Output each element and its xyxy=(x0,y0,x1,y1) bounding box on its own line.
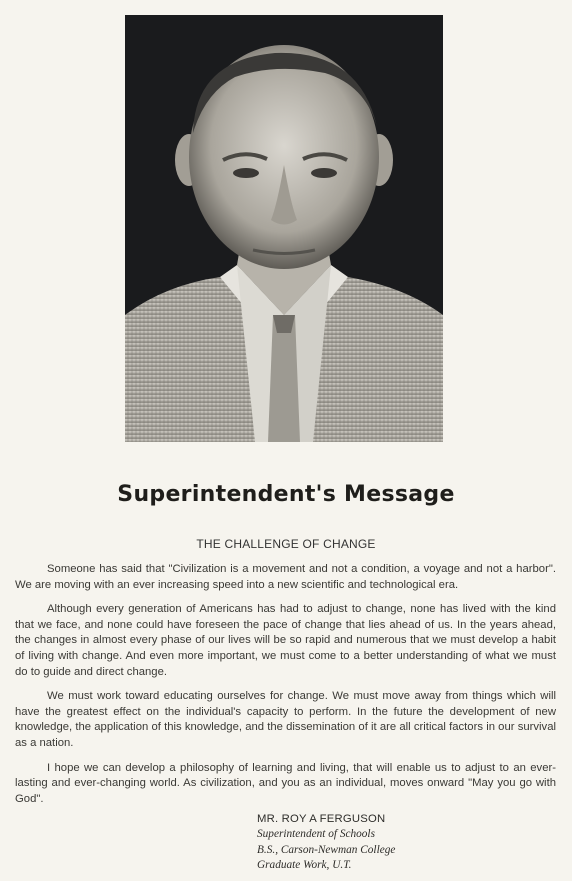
message-subtitle: THE CHALLENGE OF CHANGE xyxy=(196,537,376,551)
signature-graduate: Graduate Work, U.T. xyxy=(257,858,352,871)
paragraph: We must work toward educating ourselves for change. We must move away from things which will have the greatest effect on the individual's capacity to perform. In the future the development of new knowledge, the application of this knowledge, and the dissemination of it are all critical factors in our survival as a nation. xyxy=(15,690,556,749)
signature-name: MR. ROY A FERGUSON xyxy=(257,813,386,825)
signature-title: Superintendent of Schools xyxy=(257,828,375,841)
message-body xyxy=(15,562,556,816)
signature-block xyxy=(257,812,395,873)
portrait-photo xyxy=(125,15,443,442)
page-title: Superintendent's Message xyxy=(117,482,455,507)
paragraph: I hope we can develop a philosophy of learning and living, that will enable us to adjust to an ever-lasting and ever-changing world. As civilization, and you as an individual, moves onward "May you go with God". xyxy=(15,761,556,805)
paragraph: Although every generation of Americans has had to adjust to change, none has lived with the kind that we face, and none could have foreseen the pace of change that lies ahead of us. In the years ahead, the changes in almost every phase of our lives will be so rapid and numerous that we must develop a habit of living with change. And even more important, we must come to a better understanding of what we must do to guide and direct change. xyxy=(15,603,556,678)
portrait-image xyxy=(125,15,443,442)
paragraph: Someone has said that "Civilization is a movement and not a condition, a voyage and not a harbor". We are moving with an ever increasing speed into a new scientific and technological era. xyxy=(15,563,556,591)
signature-degree: B.S., Carson-Newman College xyxy=(257,843,396,856)
